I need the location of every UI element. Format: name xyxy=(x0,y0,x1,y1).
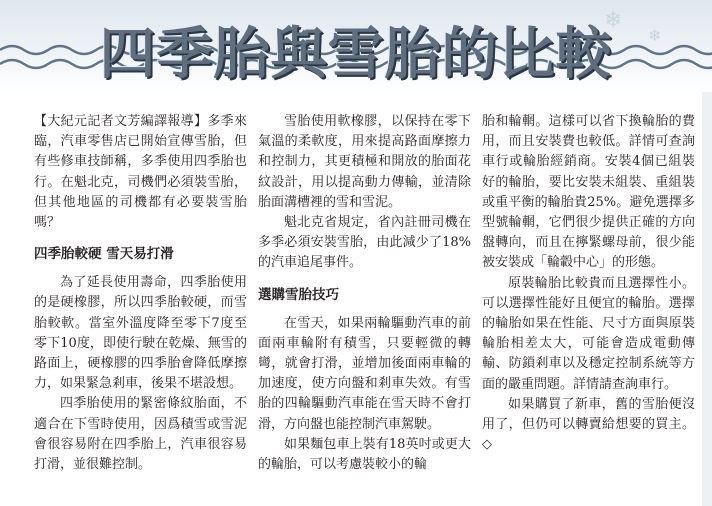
paragraph: 如果麵包車上裝有18英吋或更大的輪胎，可以考慮裝較小的輪 xyxy=(258,436,471,473)
snowflake-icon: ❄ xyxy=(648,26,662,45)
paragraph: 如果購買了新車，舊的雪胎便沒用了，但仍可以轉賣給想要的買主。◇ xyxy=(482,396,695,453)
column-3 xyxy=(482,112,695,455)
subheading-1: 四季胎較硬 雪天易打滑 xyxy=(34,246,174,263)
column-2 xyxy=(258,112,471,475)
paragraph: 雪胎使用軟橡膠，以保持在零下氣溫的柔軟度，用來提高路面摩擦力和控制力，其更積極和開放的胎面花紋設計，用以提高動力傳輸，並清除胎面溝槽裡的雪和雪泥。 xyxy=(258,114,471,210)
column-1 xyxy=(34,112,247,475)
paragraph: 魁北克省規定，省內註冊司機在多季必須安裝雪胎，由此減少了18%的汽車追尾事件。 xyxy=(258,215,471,271)
paragraph: 為了延長使用壽命，四季胎使用的是硬橡膠，所以四季胎較硬，而雪胎較軟。當室外溫度降至零下7度至零下10度，即使行駛在乾燥、無雪的路面上，硬橡膠的四季胎會降低摩擦力，如果緊急剎車，後果不堪設想。 xyxy=(34,275,247,392)
subheading-2: 選購雪胎技巧 xyxy=(258,286,339,303)
paragraph: 胎和輪輞。這樣可以省下換輪胎的費用，而且安裝費也較低。詳情可查詢車行或輪胎經銷商。安裝4個已組裝好的輪胎，要比安裝未組裝、重組裝或重平衡的輪胎貴25%。避免選擇多型號輪輞，它們很少提供正確的方向盤轉向，而且在擰緊螺母前，很少能被安裝成「輪轂中心」的形態。 xyxy=(482,114,695,271)
paragraph: 原裝輪胎比較貴而且選擇性小。可以選擇性能好且便宜的輪胎。選擇的輪胎如果在性能、尺寸方面與原裝輪胎相差太大，可能會造成電動傳輸、防鎖剎車以及穩定控制系統等方面的嚴重問題。詳情請查詢車行。 xyxy=(482,275,695,392)
headline: 四季胎與雪胎的比較 xyxy=(99,22,613,87)
intro-paragraph: 【大紀元記者文芳編譯報導】多季來臨，汽車零售店已開始宣傳雪胎，但有些修車技師稱，多季使用四季胎也行。在魁北克，司機們必須裝雪胎，但其他地區的司機都有必要裝雪胎嗎？ xyxy=(34,114,247,231)
page-edge xyxy=(702,92,712,506)
paragraph: 在雪天，如果兩輪驅動汽車的前面兩車輪附有積雪，只要輕微的轉彎，就會打滑，並增加後面兩車輪的加速度，使方向盤和剎車失效。有雪胎的四輪驅動汽車能在雪天時不會打滑，方向盤也能控制汽車駕駛。 xyxy=(258,315,471,432)
paragraph: 四季胎使用的緊密條紋胎面，不適合在下雪時使用，因爲積雪或雪泥會很容易附在四季胎上，汽車很容易打滑，並很難控制。 xyxy=(34,396,247,473)
snowflake-icon: ❄ xyxy=(604,8,623,33)
